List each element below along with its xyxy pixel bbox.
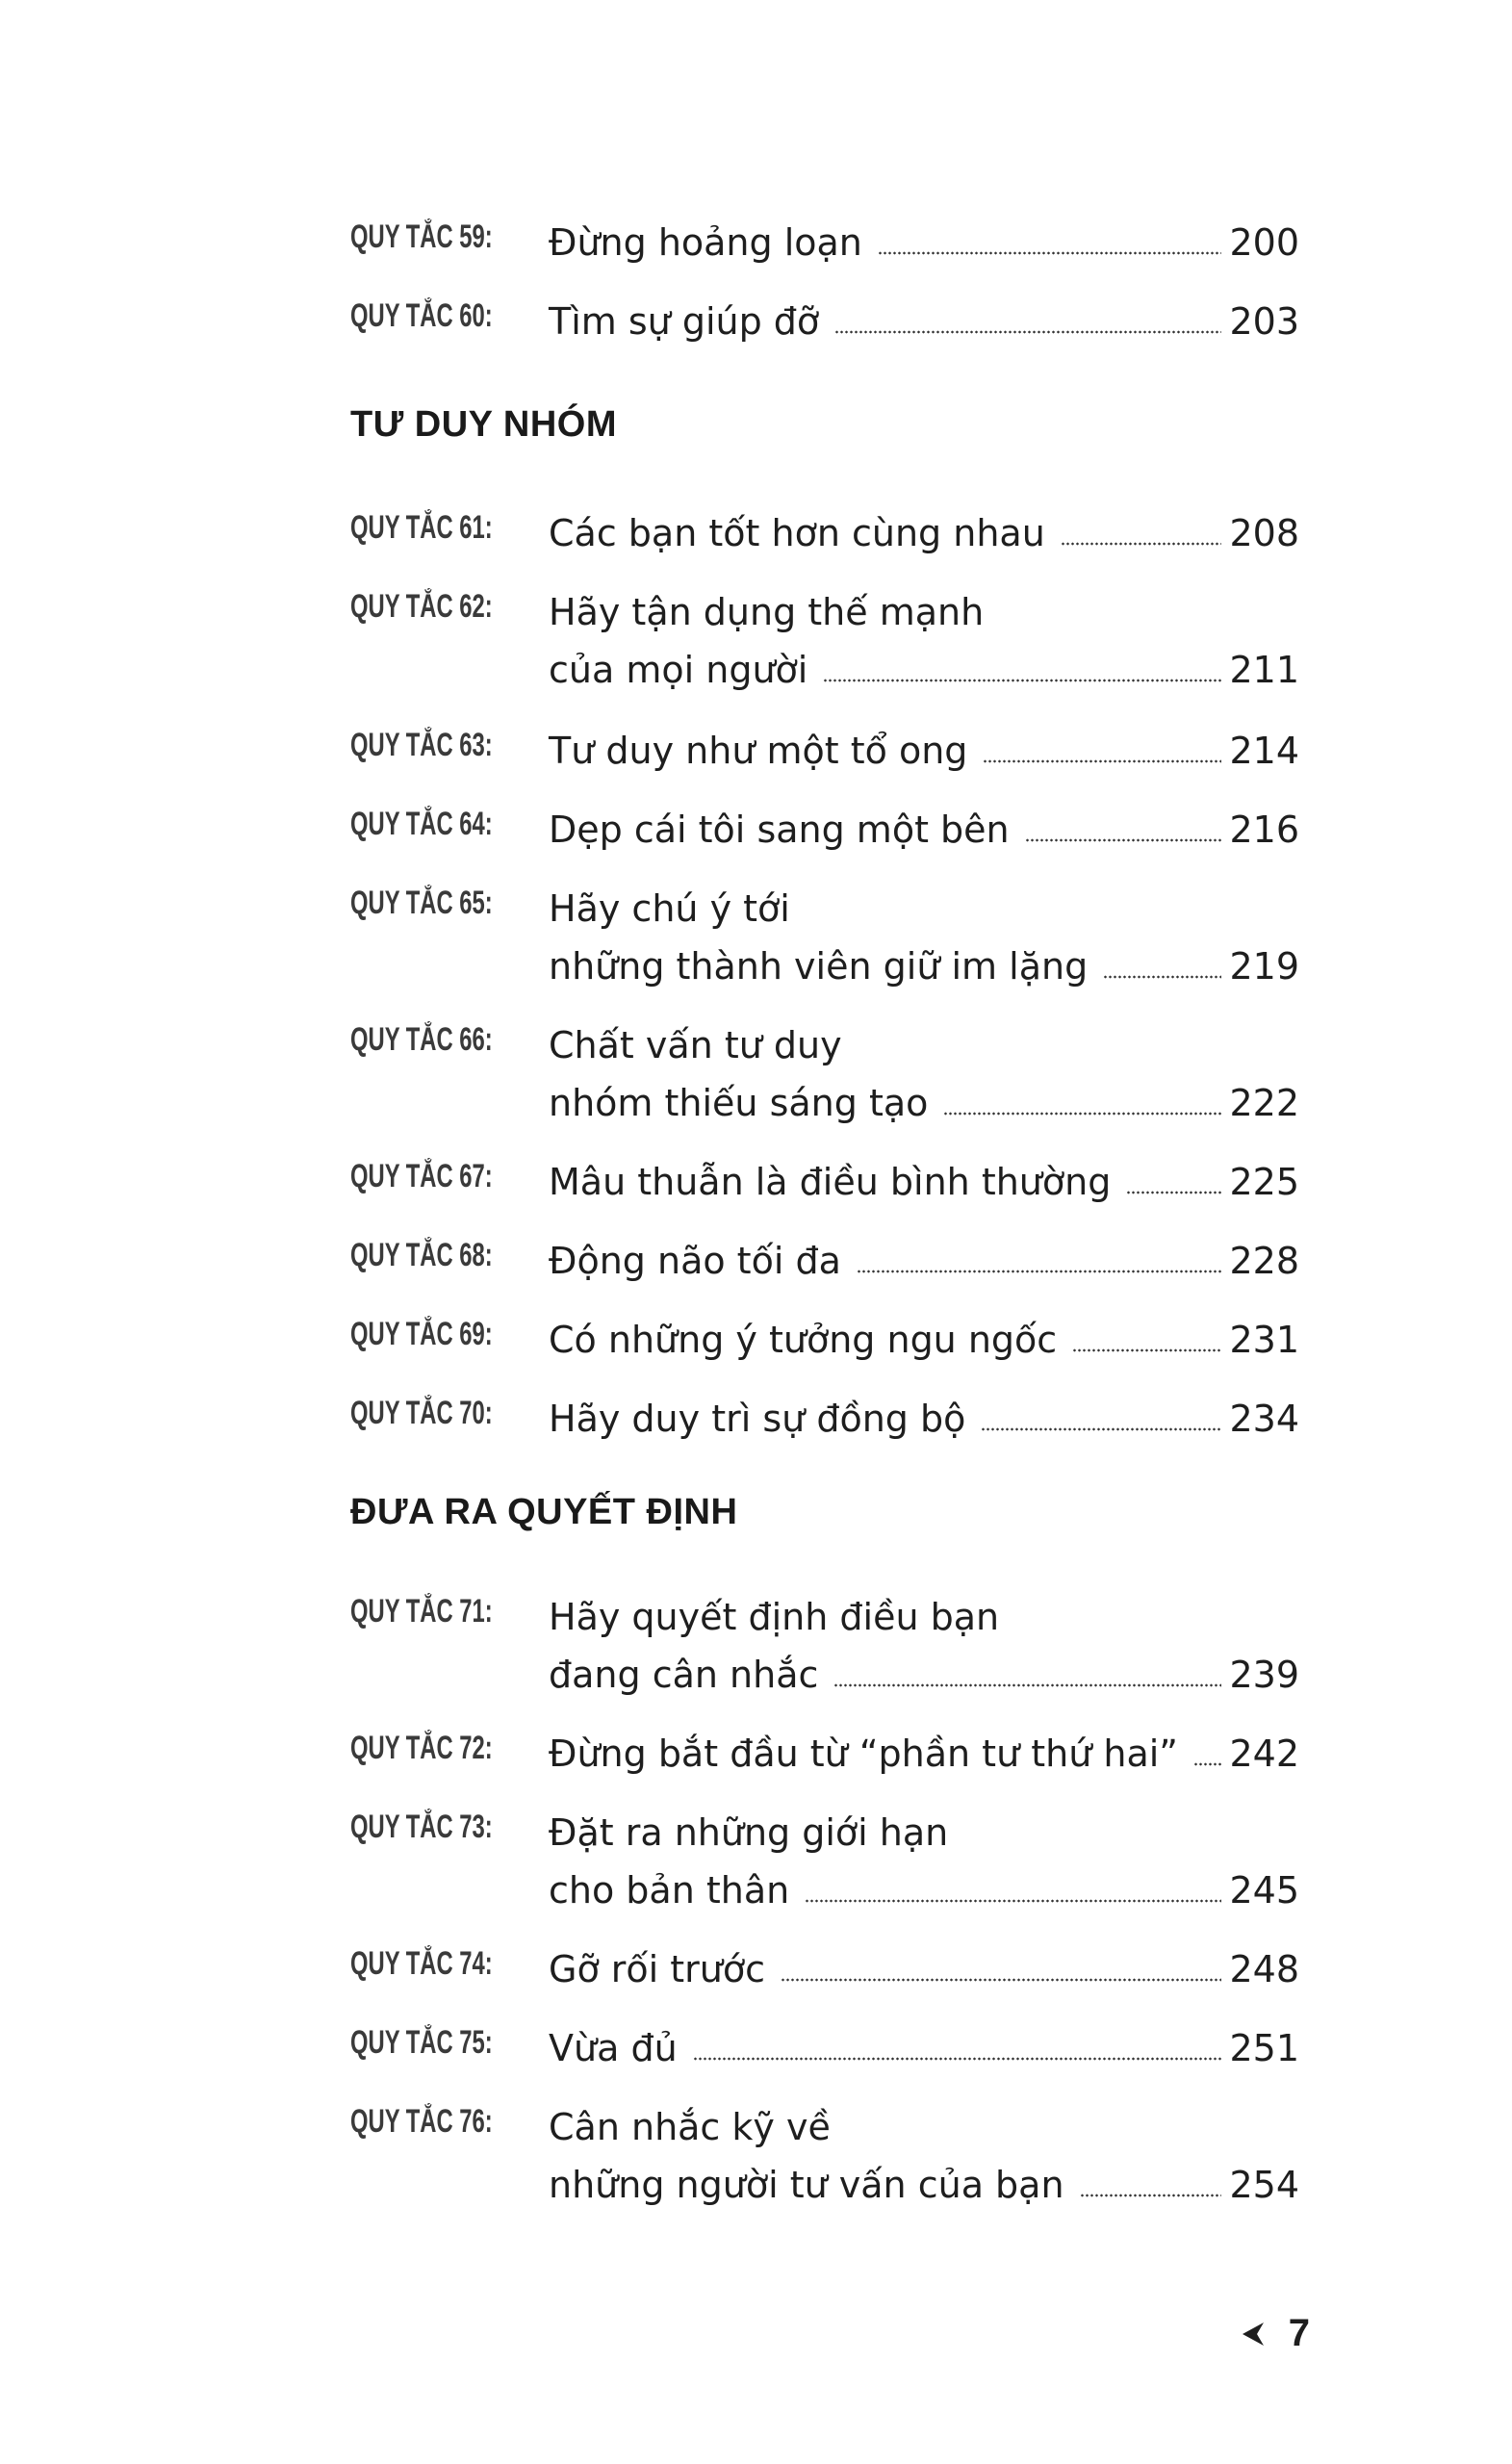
- rule-label: QUY TẮC 71:: [350, 1593, 493, 1630]
- page-ref: 225: [1229, 1161, 1299, 1203]
- arrow-left-icon: [1239, 2320, 1268, 2348]
- leader-dots: [693, 2057, 1222, 2061]
- rule-label: QUY TẮC 60:: [350, 297, 493, 334]
- leader-dots: [1061, 542, 1222, 546]
- page-ref: 216: [1229, 808, 1299, 851]
- rule-title: Vừa đủ: [549, 2027, 678, 2069]
- page-ref: 208: [1229, 512, 1299, 554]
- page-ref: 203: [1229, 300, 1299, 343]
- leader-dots: [1103, 975, 1221, 979]
- rule-label: QUY TẮC 68:: [350, 1237, 493, 1273]
- rule-label: QUY TẮC 65:: [350, 885, 493, 921]
- leader-dots: [857, 1270, 1222, 1273]
- leader-dots: [878, 251, 1222, 255]
- rule-label: QUY TẮC 72:: [350, 1730, 493, 1766]
- page-ref: 231: [1229, 1319, 1299, 1361]
- page-ref: 245: [1229, 1869, 1299, 1912]
- page-ref: 242: [1229, 1732, 1299, 1775]
- rule-title: Đừng hoảng loạn: [549, 221, 862, 264]
- rule-label: QUY TẮC 62:: [350, 588, 493, 625]
- rule-label: QUY TẮC 70:: [350, 1395, 493, 1431]
- rule-title: Hãy tận dụng thế mạnh: [549, 591, 985, 633]
- rule-label: QUY TẮC 66:: [350, 1021, 493, 1058]
- page-ref: 234: [1229, 1398, 1299, 1440]
- rule-label: QUY TẮC 63:: [350, 727, 493, 763]
- rule-title: Đừng bắt đầu từ “phần tư thứ hai”: [549, 1732, 1178, 1775]
- page-ref: 239: [1229, 1654, 1299, 1696]
- rule-title: Dẹp cái tôi sang một bên: [549, 808, 1010, 851]
- leader-dots: [805, 1899, 1221, 1903]
- leader-dots: [1193, 1762, 1221, 1766]
- page-ref: 251: [1229, 2027, 1299, 2069]
- rule-title: Cân nhắc kỹ về: [549, 2106, 831, 2148]
- leader-dots: [1025, 838, 1222, 842]
- rule-label: QUY TẮC 76:: [350, 2103, 493, 2140]
- rule-title: Đặt ra những giới hạn: [549, 1811, 949, 1854]
- rule-title: những người tư vấn của bạn: [549, 2164, 1064, 2206]
- leader-dots: [823, 679, 1221, 682]
- leader-dots: [943, 1112, 1221, 1116]
- leader-dots: [834, 330, 1221, 334]
- leader-dots: [833, 1683, 1221, 1687]
- leader-dots: [1080, 2194, 1222, 2197]
- rule-title: Hãy chú ý tới: [549, 887, 790, 930]
- page-ref: 254: [1229, 2164, 1299, 2206]
- rule-title: Hãy quyết định điều bạn: [549, 1596, 1000, 1638]
- leader-dots: [1126, 1191, 1221, 1194]
- rule-label: QUY TẮC 75:: [350, 2024, 493, 2061]
- leader-dots: [981, 1427, 1221, 1431]
- page-ref: 228: [1229, 1240, 1299, 1282]
- rule-title: Các bạn tốt hơn cùng nhau: [549, 512, 1045, 554]
- rule-title: Tìm sự giúp đỡ: [549, 300, 820, 343]
- section-heading: ĐƯA RA QUYẾT ĐỊNH: [350, 1492, 738, 1532]
- rule-title: Chất vấn tư duy: [549, 1024, 842, 1066]
- rule-title: Mâu thuẫn là điều bình thường: [549, 1161, 1112, 1203]
- rule-label: QUY TẮC 59:: [350, 218, 493, 255]
- page-ref: 219: [1229, 945, 1299, 988]
- rule-title: nhóm thiếu sáng tạo: [549, 1082, 929, 1124]
- page-ref: 200: [1229, 221, 1299, 264]
- leader-dots: [1072, 1348, 1221, 1352]
- leader-dots: [983, 759, 1221, 763]
- rule-title: Có những ý tưởng ngu ngốc: [549, 1319, 1058, 1361]
- rule-label: QUY TẮC 61:: [350, 509, 493, 546]
- page-footer: [1239, 2312, 1310, 2355]
- rule-label: QUY TẮC 67:: [350, 1158, 493, 1194]
- page-number: 7: [1288, 2312, 1310, 2354]
- rule-label: QUY TẮC 74:: [350, 1945, 493, 1982]
- rule-title: Gỡ rối trước: [549, 1948, 766, 1990]
- rule-title: đang cân nhắc: [549, 1654, 819, 1696]
- rule-label: QUY TẮC 64:: [350, 806, 493, 842]
- page-ref: 214: [1229, 730, 1299, 772]
- rule-label: QUY TẮC 73:: [350, 1809, 493, 1845]
- rule-title: Hãy duy trì sự đồng bộ: [549, 1398, 966, 1440]
- rule-title: của mọi người: [549, 649, 808, 691]
- rule-label: QUY TẮC 69:: [350, 1316, 493, 1352]
- rule-title: Động não tối đa: [549, 1240, 841, 1282]
- rule-title: cho bản thân: [549, 1869, 790, 1912]
- rule-title: những thành viên giữ im lặng: [549, 945, 1089, 988]
- leader-dots: [781, 1978, 1221, 1982]
- page-ref: 248: [1229, 1948, 1299, 1990]
- rule-title: Tư duy như một tổ ong: [549, 730, 968, 772]
- page-ref: 222: [1229, 1082, 1299, 1124]
- page-ref: 211: [1229, 649, 1299, 691]
- section-heading: TƯ DUY NHÓM: [350, 404, 617, 445]
